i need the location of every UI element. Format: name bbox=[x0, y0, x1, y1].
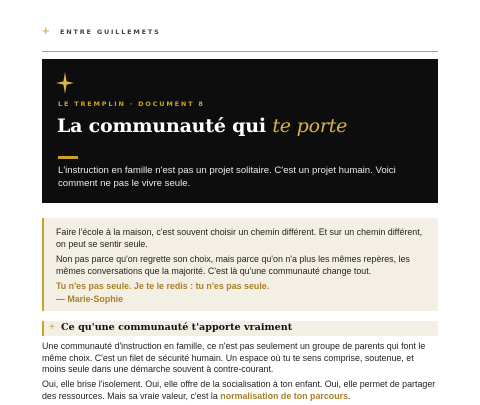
page-title: La communauté qui te porte bbox=[57, 115, 348, 137]
sparkle-icon: + bbox=[42, 23, 50, 38]
plus-icon: + bbox=[49, 322, 55, 333]
brand-name: ENTRE GUILLEMETS bbox=[60, 28, 161, 36]
intro-quote-box bbox=[42, 218, 438, 311]
quote-paragraph-1: Faire l'école à la maison, c'est souvent choisir un chemin différent. Et sur un chemin différent, on peut se sentir seule. bbox=[56, 227, 423, 249]
section-title: Ce qu'une communauté t'apporte vraiment bbox=[61, 322, 293, 333]
section-heading bbox=[42, 321, 438, 336]
title-emphasis: te porte bbox=[272, 115, 348, 137]
bold-phrase: normalisation de ton parcours bbox=[220, 390, 349, 401]
top-header bbox=[42, 24, 438, 52]
hero-banner bbox=[42, 59, 438, 203]
body-paragraph-2: Oui, elle brise l'isolement. Oui, elle offre de la socialisation à ton enfant. Oui, elle permet de partager des ressources. Mais sa vraie valeur, c'est la normalisation de ton parcours. bbox=[42, 379, 436, 401]
body-paragraph-1: Une communauté d'instruction en famille, ce n'est pas seulement un groupe de parents qui font le même choix. C'est un filet de sécurité humain. Un espace où tu te sens comprise, soutenue, et moins seule dans une démarche souvent à contre-courant. bbox=[42, 341, 426, 374]
quote-paragraph-2: Non pas parce qu'on regrette son choix, mais parce qu'on n'a plus les mêmes repères, les mêmes conversations que la majorité. C'est là qu'une communauté change tout. bbox=[56, 254, 410, 276]
quote-highlight: Tu n'es pas seule. Je te le redis : tu n'es pas seule. bbox=[56, 281, 270, 291]
quote-signature: — Marie-Sophie bbox=[56, 294, 124, 304]
title-rule bbox=[58, 156, 78, 159]
document-kicker: LE TREMPLIN · DOCUMENT 8 bbox=[58, 100, 205, 108]
hero-lede: L'instruction en famille n'est pas un projet solitaire. C'est un projet humain. Voici comment ne pas le vivre seule. bbox=[58, 165, 396, 189]
four-point-star-icon bbox=[56, 72, 74, 94]
